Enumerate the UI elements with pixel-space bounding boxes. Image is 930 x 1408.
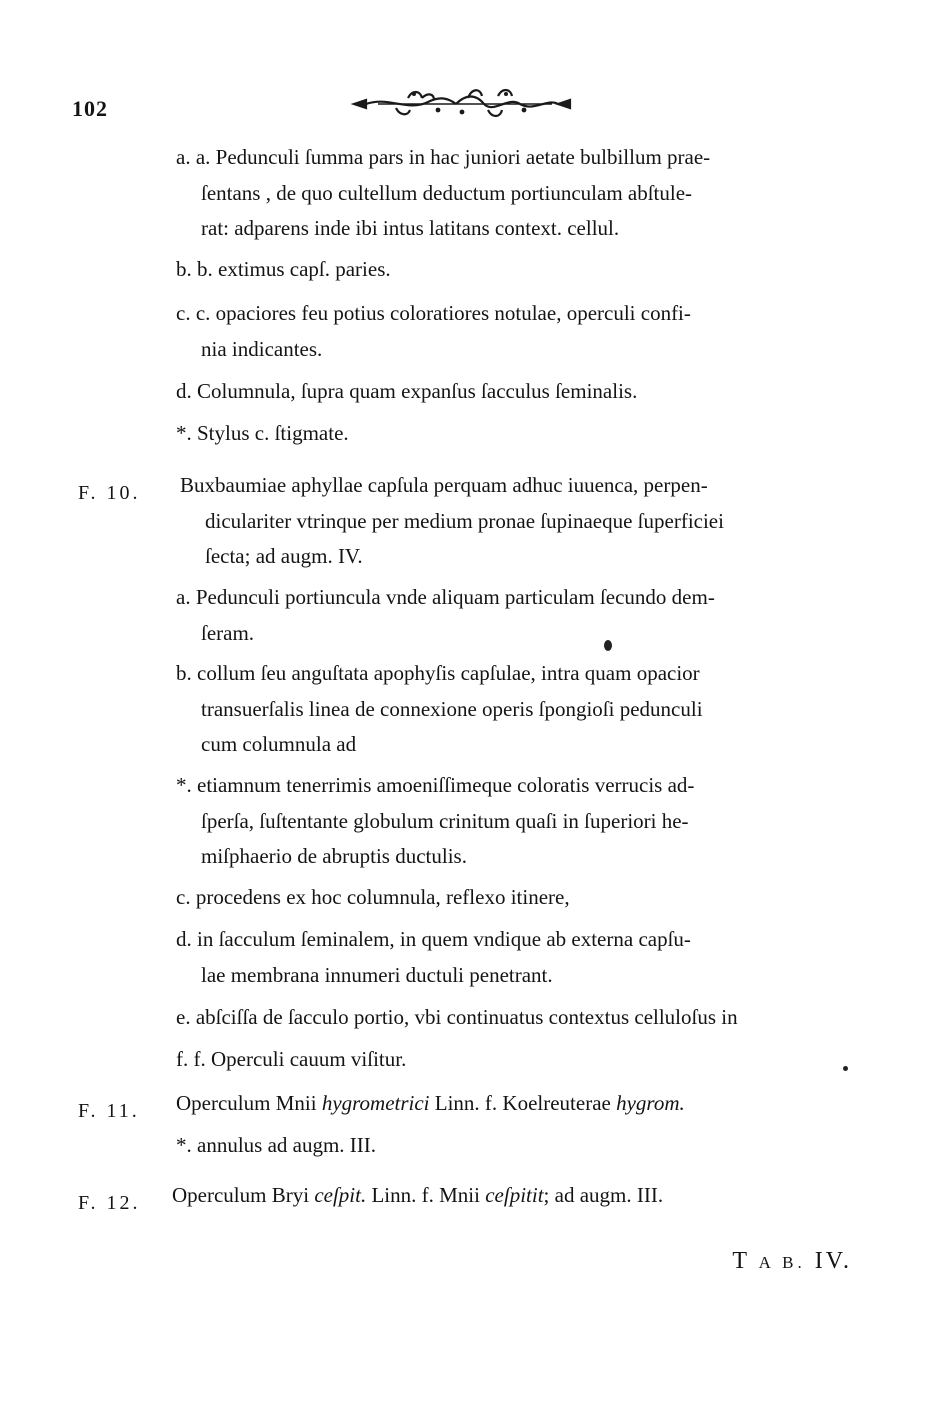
entry-text: Linn. f. Mnii [366, 1183, 486, 1207]
entry-line: transuerſalis linea de connexione operis ſpongioſi pedunculi [201, 696, 703, 721]
entry-f10-a [176, 580, 860, 651]
entry-line: lae membrana innumeri ductuli penetrant. [201, 962, 553, 987]
entry-text: Linn. f. Koelreuterae [429, 1091, 617, 1115]
entry-line: a. a. Pedunculi ſumma pars in hac juniori aetate bulbillum prae- [176, 145, 711, 169]
entry-line: *. annulus ad augm. III. [176, 1132, 377, 1157]
entry-line [176, 1086, 860, 1122]
entry-cc [176, 296, 860, 367]
entry-line: c. c. opaciores feu potius coloratiores notulae, operculi confi- [176, 301, 691, 325]
entry-line [172, 1178, 856, 1214]
catchword-numeral: IV. [814, 1248, 852, 1274]
entry-text: Operculum Mnii [176, 1091, 322, 1115]
entry-f10-d [176, 922, 860, 993]
entry-line: ſeram. [201, 620, 255, 645]
entry-d [176, 374, 860, 410]
entry-line: e. abſciſſa de ſacculo portio, vbi continuatus contextus celluloſus in [176, 1005, 738, 1029]
ink-spot [604, 640, 612, 651]
entry-line: cum columnula ad [201, 732, 357, 756]
entry-f10 [180, 468, 864, 575]
entry-line: d. Columnula, ſupra quam expanſus ſacculus ſeminalis. [176, 379, 638, 403]
figure-label: F. 10. [78, 482, 141, 504]
entry-text: ; ad augm. III. [543, 1183, 664, 1207]
entry-f10-b [176, 656, 860, 763]
entry-line: ſentans , de quo cultellum deductum portiunculam abſtule- [201, 180, 693, 205]
entry-f11 [176, 1086, 860, 1163]
entry-text-italic: hygrom. [616, 1091, 685, 1115]
entry-line: f. f. Operculi cauum viſitur. [176, 1047, 407, 1071]
figure-label: F. 12. [78, 1192, 141, 1214]
figure-label: F. 11. [78, 1100, 140, 1122]
ink-spot [843, 1066, 848, 1071]
entry-line: c. procedens ex hoc columnula, reflexo itinere, [176, 885, 570, 909]
entry-f12 [172, 1178, 856, 1214]
entry-line: ſperſa, ſuſtentante globulum crinitum quaſi in ſuperiori he- [201, 808, 689, 833]
entry-line: diculariter vtrinque per medium pronae ſupinaeque ſuperficiei [205, 508, 724, 533]
catchword-letter: T [732, 1248, 750, 1274]
entry-text: Operculum Bryi [172, 1183, 315, 1207]
entry-text-italic: ceſpit. [314, 1183, 367, 1207]
entry-text-italic: ceſpitit [485, 1183, 544, 1207]
entry-bb [176, 252, 860, 288]
entry-f10-ff [176, 1042, 860, 1078]
entry-aa [176, 140, 860, 247]
entry-f10-star [176, 768, 860, 875]
entry-line: ſecta; ad augm. IV. [205, 544, 363, 568]
entry-line: nia indicantes. [201, 336, 323, 361]
entry-line: *. etiamnum tenerrimis amoeniſſimeque coloratis verrucis ad- [176, 773, 695, 797]
entry-line: rat: adparens inde ibi intus latitans context. cellul. [201, 216, 620, 240]
entry-line: a. Pedunculi portiuncula vnde aliquam particulam ſecundo dem- [176, 585, 715, 609]
header-ornament [348, 86, 574, 122]
entry-star [176, 416, 860, 452]
catchword-small-caps: A B. [758, 1253, 806, 1272]
page-number: 102 [72, 96, 108, 121]
entry-line: b. b. extimus capſ. paries. [176, 257, 391, 281]
entry-line: *. Stylus c. ſtigmate. [176, 421, 349, 445]
entry-line: b. collum ſeu anguſtata apophyſis capſulae, intra quam opacior [176, 661, 700, 685]
entry-line: d. in ſacculum ſeminalem, in quem vndique ab externa capſu- [176, 927, 691, 951]
entry-text-italic: hygrometrici [321, 1091, 430, 1115]
entry-line: miſphaerio de abruptis ductulis. [201, 844, 467, 868]
entry-line: Buxbaumiae aphyllae capſula perquam adhuc iuuenca, perpen- [180, 473, 708, 497]
catchword-tab-iv [732, 1248, 852, 1275]
entry-f10-e [176, 1000, 860, 1036]
entry-f10-c [176, 880, 860, 916]
